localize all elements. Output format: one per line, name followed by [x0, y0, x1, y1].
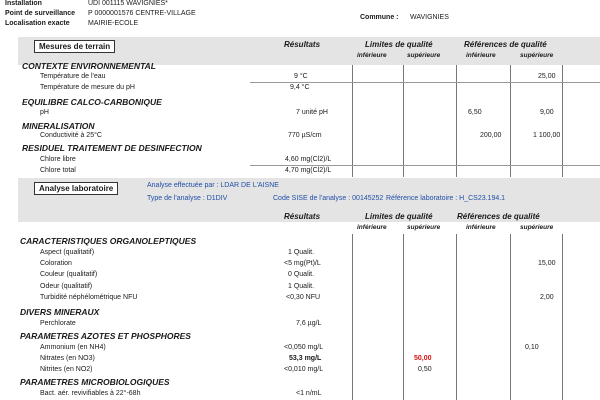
lab-lim-sup-value: 0,50: [418, 366, 432, 373]
lab-section-title: PARAMETRES AZOTES ET PHOSPHORES: [20, 331, 191, 341]
commune-label: Commune :: [360, 14, 399, 21]
lab-param-result: <0,30 NFU: [286, 294, 321, 301]
lab-param-result: 1 Qualit.: [288, 283, 315, 290]
field-col-results: Résultats: [284, 40, 321, 49]
installation-label: Installation: [5, 0, 42, 7]
field-ref-sup-value: 25,00: [538, 73, 556, 80]
lab-limit-exceeded-value: 50,00: [414, 355, 432, 362]
lab-sise-code: Code SISE de l'analyse : 00145252: [273, 195, 384, 202]
localisation-value: MAIRIE-ECOLE: [88, 20, 139, 27]
field-param-result: 770 µS/cm: [288, 132, 322, 139]
lab-sub-ref-sup: supérieure: [520, 224, 554, 231]
lab-divider-4: [510, 234, 511, 400]
lab-section-title: DIVERS MINERAUX: [20, 307, 100, 317]
lab-divider-5: [562, 234, 563, 400]
field-param-name: Chlore total: [40, 167, 76, 174]
lab-performed-by: Analyse effectuée par : LDAR DE L'AISNE: [147, 182, 279, 189]
field-param-name: pH: [40, 109, 49, 116]
field-section-title: EQUILIBRE CALCO-CARBONIQUE: [22, 97, 162, 107]
lab-box-title: Analyse laboratoire: [34, 182, 118, 195]
lab-section-title: CARACTERISTIQUES ORGANOLEPTIQUES: [20, 236, 197, 246]
lab-param-name: Coloration: [40, 260, 72, 267]
field-param-name: Conductivité à 25°C: [40, 132, 102, 139]
lab-sub-lim-sup: supérieure: [407, 224, 441, 231]
field-section-title: RESIDUEL TRAITEMENT DE DESINFECTION: [22, 143, 202, 153]
commune-value: WAVIGNIES: [410, 14, 449, 21]
field-sub-lim-inf: inférieure: [357, 52, 387, 59]
point-value: P 0000001576 CENTRE-VILLAGE: [88, 10, 196, 17]
lab-param-result: 0 Qualit.: [288, 271, 315, 278]
lab-param-name: Bact. aér. revivifiables à 22°-68h: [40, 390, 141, 397]
lab-param-result: 7,6 µg/L: [296, 320, 322, 327]
field-param-name: Chlore libre: [40, 156, 76, 163]
field-param-result: 9,4 °C: [290, 84, 310, 91]
lab-param-result: 1 Qualit.: [288, 249, 315, 256]
point-label: Point de surveillance: [5, 10, 76, 17]
lab-param-name: Aspect (qualitatif): [40, 249, 95, 256]
lab-sub-ref-inf: inférieure: [466, 224, 496, 231]
lab-col-limits: Limites de qualité: [365, 212, 433, 221]
lab-ref-sup-value: 15,00: [538, 260, 556, 267]
field-param-result: 7 unité pH: [296, 109, 328, 116]
lab-param-name: Odeur (qualitatif): [40, 283, 93, 290]
lab-param-name: Nitrites (en NO2): [40, 366, 93, 373]
field-col-limits: Limites de qualité: [365, 40, 433, 49]
field-box-title: Mesures de terrain: [34, 40, 115, 53]
row-rule: [250, 165, 600, 166]
field-ref-sup-value: 9,00: [540, 109, 554, 116]
field-param-name: Température de mesure du pH: [40, 84, 135, 91]
field-param-name: Température de l'eau: [40, 73, 106, 80]
lab-ref-sup-value: 2,00: [540, 294, 554, 301]
lab-param-name: Couleur (qualitatif): [40, 271, 98, 278]
lab-sub-lim-inf: inférieure: [357, 224, 387, 231]
lab-reference: Référence laboratoire : H_CS23.194.1: [386, 195, 506, 202]
field-sub-lim-sup: supérieure: [407, 52, 441, 59]
field-sub-ref-sup: supérieure: [520, 52, 554, 59]
field-ref-inf-value: 200,00: [480, 132, 502, 139]
field-ref-inf-value: 6,50: [468, 109, 482, 116]
field-param-result: 9 °C: [294, 73, 308, 80]
lab-param-result: <0,010 mg/L: [284, 366, 324, 373]
lab-divider-3: [456, 234, 457, 400]
lab-col-results: Résultats: [284, 212, 321, 221]
field-ref-sup-value: 1 100,00: [533, 132, 561, 139]
lab-param-result: <5 mg(Pt)/L: [284, 260, 321, 267]
lab-divider-2: [403, 234, 404, 400]
field-section-title: CONTEXTE ENVIRONNEMENTAL: [22, 61, 156, 71]
lab-section-title: PARAMETRES MICROBIOLOGIQUES: [20, 377, 170, 387]
row-rule: [250, 82, 600, 83]
lab-param-result: <0,050 mg/L: [284, 344, 324, 351]
lab-param-name: Perchlorate: [40, 320, 76, 327]
field-section-title: MINERALISATION: [22, 121, 95, 131]
localisation-label: Localisation exacte: [5, 20, 70, 27]
lab-param-result: 53,3 mg/L: [289, 355, 322, 362]
lab-param-name: Ammonium (en NH4): [40, 344, 106, 351]
field-param-result: 4,60 mg(Cl2)/L: [285, 156, 332, 163]
lab-ref-sup-value: 0,10: [525, 344, 539, 351]
lab-divider-1: [352, 234, 353, 400]
installation-value: UDI 001115 WAVIGNIES*: [88, 0, 168, 7]
lab-col-refs: Références de qualité: [457, 212, 540, 221]
field-sub-ref-inf: inférieure: [466, 52, 496, 59]
lab-param-name: Nitrates (en NO3): [40, 355, 95, 362]
lab-param-name: Turbidité néphélométrique NFU: [40, 294, 138, 301]
field-param-result: 4,70 mg(Cl2)/L: [285, 167, 332, 174]
lab-param-result: <1 n/mL: [296, 390, 322, 397]
field-col-refs: Références de qualité: [464, 40, 547, 49]
lab-analysis-type: Type de l'analyse : D1DIV: [147, 195, 228, 202]
